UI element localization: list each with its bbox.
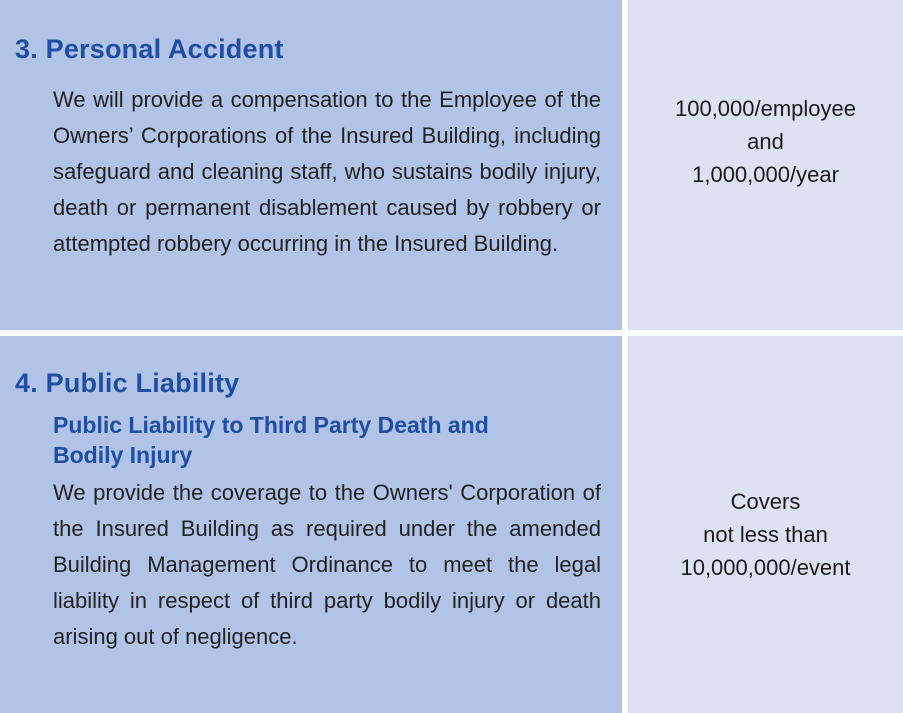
public-liability-description: We provide the coverage to the Owners' Corporation of the Insured Building as required under the amended Building Management Ordinance to meet the legal liability in respect of third party bodily injury or death arising out of negligence. xyxy=(53,480,601,649)
amount-line: 100,000/employee xyxy=(674,96,857,121)
public-liability-title: 4. Public Liability xyxy=(15,368,240,398)
personal-accident-title: 3. Personal Accident xyxy=(15,34,284,64)
personal-accident-description: We will provide a compensation to the Employee of the Owners’ Corporations of the Insured Building, including safeguard and cleaning staff, who sustains bodily injury, death or permanent disablement caused by robbery or attempted robbery occurring in the Insured Building. xyxy=(53,87,601,256)
public-liability-amount xyxy=(628,485,903,584)
amount-line: Covers xyxy=(730,489,801,514)
amount-line: not less than xyxy=(703,522,828,547)
amount-line: and xyxy=(747,129,784,154)
amount-line: 1,000,000/year xyxy=(692,162,839,187)
personal-accident-amount xyxy=(628,92,903,191)
amount-line: 10,000,000/event xyxy=(680,555,851,580)
public-liability-subtitle: Public Liability to Third Party Death and Bodily Injury xyxy=(53,412,489,468)
